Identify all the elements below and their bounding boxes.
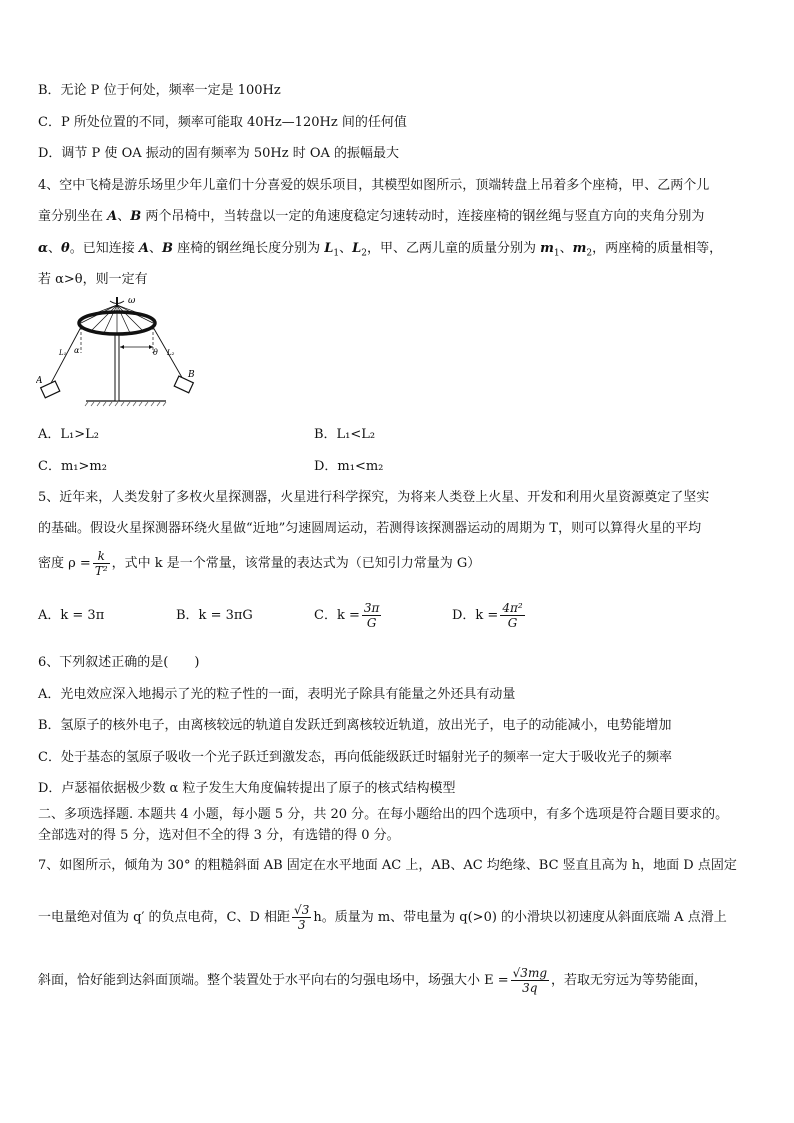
q6-stem: 6、下列叙述正确的是( ) [38,655,200,670]
seat-b-label: B [188,370,195,380]
q5-option-c: C．k = $\frac{3\pi}{G}$ [314,601,380,630]
q5-stem-line3: 密度 ρ = $\frac{k}{\text{T²}}$ ，式中 k 是一个常量，该常量的表达式为（已知引力常量为 G） [38,549,481,578]
omega-label: ω [128,296,136,306]
q7-stem-line1: 7、如图所示，倾角为 30° 的粗糙斜面 AB 固定在水平地面 AC 上，AB、AC 均绝缘、BC 竖直且高为 h，地面 D 点固定 [38,858,737,873]
q4-option-b: B．L₁<L₂ [314,427,376,442]
q6-option-d: D．卢瑟福依据极少数 α 粒子发生大角度偏转提出了原子的核式结构模型 [38,781,456,796]
central-pole [115,333,119,401]
q5-stem-line2: 的基础。假设火星探测器环绕火星做“近地”匀速圆周运动，若测得该探测器运动的周期为 T，则可以算得火星的平均 [38,521,702,536]
q6-option-a: A．光电效应深入地揭示了光的粒子性的一面，表明光子除具有能量之外还具有动量 [38,687,516,702]
L1-label: L₁ [59,349,67,357]
seat-a-label: A [36,376,43,386]
alpha-label: α [74,346,80,355]
density-fraction: $\frac{k}{\text{T²}}$ [94,549,108,578]
q4-stem-line4: 若 α>θ，则一定有 [38,272,148,287]
q5-option-d: D．k = $\frac{\text{4π²}}{G}$ [452,601,523,630]
q5-option-a: A．k = 3π [38,608,105,623]
q3-option-d: D．调节 P 使 OA 振动的固有频率为 50Hz 时 OA 的振幅最大 [38,146,400,161]
q5-stem-line1: 5、近年来，人类发射了多枚火星探测器，火星进行科学探究，为将来人类登上火星、开发和利用火星资源奠定了坚实 [38,490,710,505]
section-2-heading-line1: 二、多项选择题. 本题共 4 小题，每小题 5 分，共 20 分。在每小题给出的四个选项中，有多个选项是符合题目要求的。 [38,807,729,822]
q3-option-c: C．P 所处位置的不同，频率可能取 40Hz—120Hz 间的任何值 [38,115,407,130]
q4-stem-line2: 童分别坐在 A、B 两个吊椅中，当转盘以一定的角速度稳定匀速转动时，连接座椅的钢丝绳与竖直方向的夹角分别为 [38,209,705,224]
q5-option-b: B．k = 3πG [176,608,253,623]
ground-hatching [85,402,166,406]
q7-stem-line3: 斜面，恰好能到达斜面顶端。整个装置处于水平向右的匀强电场中，场强大小 E = $\frac{√3mg}{3q}$ ，若取无穷远为等势能面， [38,966,708,995]
q3-option-b: B．无论 P 位于何处，频率一定是 100Hz [38,83,281,98]
q4-option-a: A．L₁>L₂ [38,427,99,442]
seat-a [41,381,60,398]
q4-option-c: C．m₁>m₂ [38,459,107,474]
flying-chair-figure [36,293,206,408]
q7-stem-line2: 一电量绝对值为 q′ 的负点电荷，C、D 相距 $\frac{√3}{3}$ h。质量为 m、带电量为 q(>0) 的小滑块以初速度从斜面底端 A 点滑上 [38,903,727,932]
q6-option-c: C．处于基态的氢原子吸收一个光子跃迁到激发态，再向低能级跃迁时辐射光子的频率一定大于吸收光子的频率 [38,750,672,765]
q6-option-b: B．氢原子的核外电子，由离核较远的轨道自发跃迁到离核较近轨道，放出光子，电子的动能减小，电势能增加 [38,718,672,733]
q4-stem-line1: 4、空中飞椅是游乐场里少年儿童们十分喜爱的娱乐项目，其模型如图所示，顶端转盘上吊着多个座椅，甲、乙两个儿 [38,178,710,193]
L2-label: L₂ [167,349,175,357]
theta-label: θ [153,348,158,357]
section-2-heading-line2: 全部选对的得 5 分，选对但不全的得 3 分，有选错的得 0 分。 [38,828,400,843]
q4-option-d: D．m₁<m₂ [314,459,384,474]
q4-stem-line3: α、θ。已知连接 A、B 座椅的钢丝绳长度分别为 $L_1$、$L_2$，甲、乙两儿童的质量分别为 $m_1$、$m_2$，两座椅的质量相等， [38,241,723,259]
